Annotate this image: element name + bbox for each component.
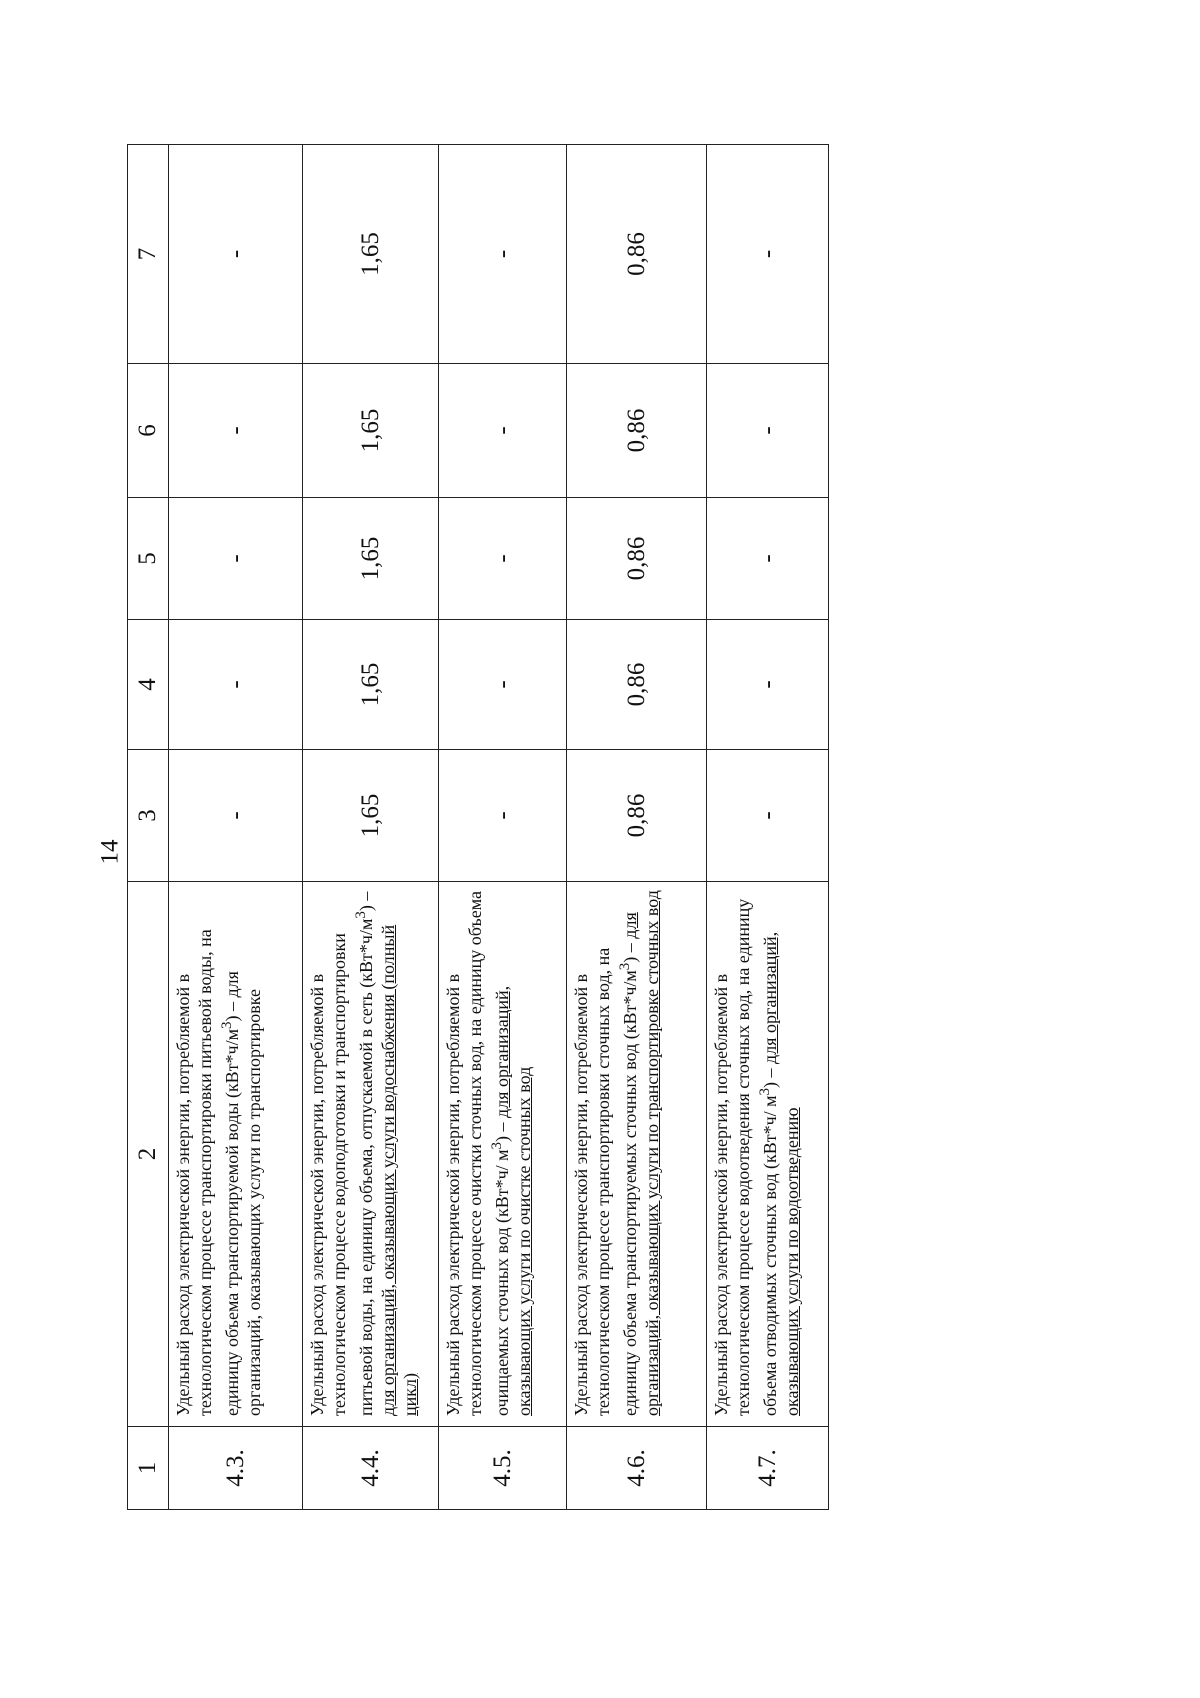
row-number: 4.6. [567, 1427, 707, 1510]
description-text: Удельный расход электрической энергии, потребляемой в технологическом процессе транспортировки питьевой воды, на единицу объема транспортируемой воды (кВт*ч/м [173, 929, 242, 1416]
value-cell: - [169, 750, 303, 882]
value-cell: 0,86 [567, 750, 707, 882]
description-underlined: для организаций, оказывающих услуги по очистке сточных вод [492, 985, 534, 1416]
value-cell: - [439, 145, 567, 364]
description-text-2: ) – для организаций, оказывающих услуги по транспортировке [222, 971, 264, 1416]
header-cell: 1 [128, 1427, 169, 1510]
value-cell: - [169, 620, 303, 750]
value-cell: - [169, 364, 303, 498]
description-underlined: для организаций, оказывающих услуги по транспортировке сточных вод [620, 890, 662, 1416]
description-text: Удельный расход электрической энергии, потребляемой в технологическом процессе водоподготовки и транспортировки питьевой воды, на единицу объема, отпускаемой в сеть (кВт*ч/м [307, 918, 376, 1416]
table-wrapper [127, 145, 827, 1510]
description-text: Удельный расход электрической энергии, потребляемой в технологическом процессе водоотведения сточных вод, на единицу объема отводимых сточных вод (кВт*ч/ м [711, 898, 780, 1416]
value-cell: - [439, 750, 567, 882]
value-cell: 1,65 [303, 498, 439, 620]
header-cell: 7 [128, 145, 169, 364]
description-text-2: ) – [760, 1063, 780, 1088]
value-cell: - [707, 364, 829, 498]
value-cell: 0,86 [567, 364, 707, 498]
description-underlined: для организаций, оказывающих услуги водоснабжения (полный цикл) [378, 924, 420, 1416]
value-cell: 1,65 [303, 620, 439, 750]
row-description [707, 882, 829, 1427]
description-text: Удельный расход электрической энергии, потребляемой в технологическом процессе очистки сточных вод, на единицу объема очищаемых сточных вод (кВт*ч/ м [443, 891, 512, 1416]
row-number: 4.4. [303, 1427, 439, 1510]
row-number: 4.7. [707, 1427, 829, 1510]
value-cell: - [707, 620, 829, 750]
value-cell: 0,86 [567, 145, 707, 364]
description-underlined: для организаций, оказывающих услуги по водоотведению [760, 931, 802, 1416]
superscript: 3 [219, 1021, 235, 1029]
header-row [128, 145, 169, 1510]
value-cell: - [439, 498, 567, 620]
row-number: 4.5. [439, 1427, 567, 1510]
value-cell: - [439, 364, 567, 498]
norms-table [127, 144, 829, 1510]
value-cell: 1,65 [303, 145, 439, 364]
value-cell: 1,65 [303, 364, 439, 498]
row-description [169, 882, 303, 1427]
description-text-2: ) – [620, 938, 640, 963]
header-cell: 2 [128, 882, 169, 1427]
description-text: Удельный расход электрической энергии, потребляемой в технологическом процессе транспортировки сточных вод, на единицу объема транспортируемых сточных вод (кВт*ч/м [571, 947, 640, 1416]
page-number [96, 822, 124, 882]
value-cell: - [707, 498, 829, 620]
row-number: 4.3. [169, 1427, 303, 1510]
value-cell: - [169, 145, 303, 364]
table-row [567, 145, 707, 1510]
header-cell: 6 [128, 364, 169, 498]
table-rotated [127, 145, 827, 1510]
value-cell: 0,86 [567, 498, 707, 620]
value-cell: - [707, 145, 829, 364]
row-description [567, 882, 707, 1427]
description-text-2: ) – [356, 891, 376, 912]
row-description [439, 882, 567, 1427]
header-cell: 4 [128, 620, 169, 750]
table-row [707, 145, 829, 1510]
value-cell: - [169, 498, 303, 620]
page-number-text: 14 [96, 839, 123, 865]
table-row [169, 145, 303, 1510]
value-cell: 0,86 [567, 620, 707, 750]
superscript: 3 [617, 962, 633, 971]
header-cell: 5 [128, 498, 169, 620]
superscript: 3 [353, 911, 369, 919]
header-cell: 3 [128, 750, 169, 882]
table-row [303, 145, 439, 1510]
value-cell: - [439, 620, 567, 750]
superscript: 3 [757, 1087, 773, 1096]
value-cell: - [707, 750, 829, 882]
description-text-2: ) – [492, 1117, 512, 1142]
table-row [439, 145, 567, 1510]
value-cell: 1,65 [303, 750, 439, 882]
row-description [303, 882, 439, 1427]
superscript: 3 [489, 1141, 505, 1150]
